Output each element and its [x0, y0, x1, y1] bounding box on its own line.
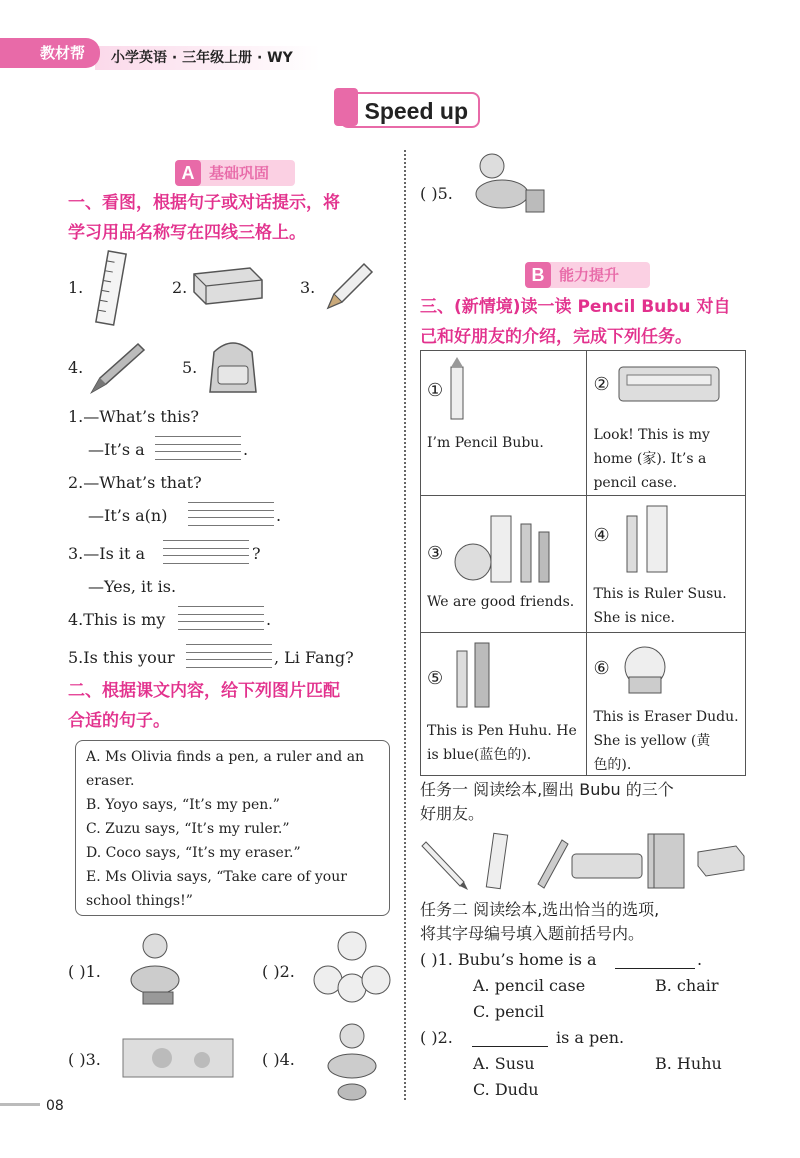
- octopus-crab-icon: [318, 1018, 384, 1102]
- pencil-character-icon: [443, 357, 473, 427]
- item-1-a: —It’s a: [88, 440, 145, 459]
- story-cell-3: [421, 496, 587, 633]
- eraser-character-icon: [617, 643, 677, 699]
- t2-q1-opt-a[interactable]: A. pencil case: [473, 976, 586, 995]
- item-4-end: .: [266, 610, 272, 629]
- item-text: —What’s that?: [83, 473, 202, 492]
- cell-line: This is Eraser Dudu.: [593, 709, 739, 725]
- task1: [420, 778, 674, 826]
- cell-line: We are good friends.: [427, 594, 575, 610]
- cell-line: She is nice.: [593, 610, 675, 626]
- story-cell-6: [587, 633, 746, 776]
- t2-q2-end: is a pen.: [556, 1028, 625, 1047]
- pencil-case-icon[interactable]: [572, 854, 642, 878]
- ruler-character-icon: [617, 502, 677, 578]
- item-num: 1.: [68, 407, 84, 426]
- story-table: [420, 350, 746, 776]
- cell-line: 色的).: [593, 757, 632, 773]
- q2-title-line1: 二、根据课文内容，给下列图片匹配: [68, 681, 340, 701]
- t2-q1: ( )1. Bubu’s home is a: [420, 950, 597, 969]
- q1-title-line1: 一、看图，根据句子或对话提示，将: [68, 193, 340, 213]
- cell-line: This is Ruler Susu.: [593, 586, 727, 602]
- item-1-end: .: [243, 440, 249, 459]
- story-cell-5: [421, 633, 587, 776]
- t2-q2: ( )2.: [420, 1028, 453, 1047]
- option-a-2: eraser.: [86, 773, 135, 789]
- story-cell-2: [587, 351, 746, 496]
- task2-line2: 将其字母编号填入题前括号内。: [420, 924, 645, 943]
- story-cell-1: [421, 351, 587, 496]
- book-icon[interactable]: [648, 834, 684, 888]
- pic-num-5: 5.: [182, 358, 198, 377]
- option-a-1: A. Ms Olivia finds a pen, a ruler and an: [86, 749, 365, 765]
- item-2-end: .: [276, 506, 282, 525]
- match-2[interactable]: ( )2.: [262, 962, 295, 981]
- item-num: 2.: [68, 473, 84, 492]
- match-3[interactable]: ( )3.: [68, 1050, 101, 1069]
- pencil-icon: [318, 258, 378, 318]
- item-num: 3.: [68, 544, 84, 563]
- t2-q1-opt-b[interactable]: B. chair: [655, 976, 719, 995]
- cell-line: This is Pen Huhu. He: [427, 723, 577, 739]
- octopus-eraser-icon: [125, 928, 185, 1008]
- pic-num-3: 3.: [300, 278, 316, 297]
- match-4[interactable]: ( )4.: [262, 1050, 295, 1069]
- cell-line: pencil case.: [593, 475, 678, 491]
- cell-num: ③: [427, 543, 444, 564]
- write-lines-2[interactable]: [188, 502, 274, 526]
- option-e-1: E. Ms Olivia says, “Take care of your: [86, 869, 347, 885]
- section-b-title: 能力提升: [559, 266, 620, 284]
- item-3-end: ?: [252, 544, 261, 563]
- cell-num: ①: [427, 380, 444, 401]
- item-4-q: [68, 610, 165, 630]
- task1-line2: 好朋友。: [420, 804, 485, 823]
- pic-num-2: 2.: [172, 278, 188, 297]
- octopus-circles-icon: [312, 928, 392, 1008]
- item-3-a: —Yes, it is.: [88, 577, 177, 596]
- cell-line: Look! This is my: [593, 427, 710, 443]
- write-lines-1[interactable]: [155, 436, 241, 460]
- write-lines-4[interactable]: [178, 606, 264, 630]
- item-num: 5.: [68, 648, 84, 667]
- t2-q2-opt-c[interactable]: C. Dudu: [473, 1080, 539, 1099]
- q3-title-line2: 己和好朋友的介绍，完成下列任务。: [420, 327, 692, 347]
- pen-icon[interactable]: [538, 840, 568, 888]
- pic-num-1: 1.: [68, 278, 84, 297]
- item-text: —What’s this?: [83, 407, 200, 426]
- ruler-icon: [88, 248, 134, 328]
- column-divider: [404, 150, 406, 1100]
- cell-line: I’m Pencil Bubu.: [427, 435, 544, 451]
- cell-lines: [427, 719, 577, 767]
- t2-q2-opt-b[interactable]: B. Huhu: [655, 1054, 722, 1073]
- option-d: D. Coco says, “It’s my eraser.”: [86, 845, 301, 861]
- cell-lines: [593, 582, 726, 630]
- section-a-title: 基础巩固: [209, 164, 270, 182]
- q1-title-line2: 学习用品名称写在四线三格上。: [68, 223, 306, 243]
- q2-title-line2: 合适的句子。: [68, 711, 170, 731]
- item-3-q: [68, 544, 145, 564]
- item-5-end: , Li Fang?: [274, 648, 354, 667]
- eraser-icon[interactable]: [698, 846, 744, 876]
- cell-num: ④: [593, 525, 610, 546]
- octopus-scene-icon: [122, 1038, 234, 1078]
- item-text: —Is it a: [83, 544, 146, 563]
- q3-title-line1: 三、(新情境)读一读 Pencil Bubu 对自: [420, 297, 731, 317]
- cell-num: ②: [593, 374, 610, 395]
- friends-group-icon: [449, 510, 559, 590]
- write-lines-3[interactable]: [163, 540, 249, 564]
- story-cell-4: [587, 496, 746, 633]
- cell-num: ⑥: [593, 658, 610, 679]
- bag-icon: [200, 332, 266, 398]
- section-b-letter: B: [525, 262, 551, 288]
- pencil-case-icon: [617, 357, 727, 407]
- item-num: 4.: [68, 610, 84, 629]
- cell-num: ⑤: [427, 668, 444, 689]
- match-1[interactable]: ( )1.: [68, 962, 101, 981]
- footer-line: [0, 1103, 40, 1106]
- eraser-icon: [188, 262, 268, 310]
- page-number: 08: [46, 1098, 64, 1114]
- task1-line1: 任务一 阅读绘本,圈出 Bubu 的三个: [420, 780, 674, 799]
- item-1-q: [68, 407, 199, 427]
- header-book-title: 小学英语 · 三年级上册 · WY: [95, 46, 320, 70]
- match-5[interactable]: ( )5.: [420, 184, 453, 203]
- item-5-q: [68, 648, 175, 668]
- write-lines-5[interactable]: [186, 644, 272, 668]
- pen-character-icon: [449, 639, 499, 713]
- t2-q2-opt-a[interactable]: A. Susu: [473, 1054, 535, 1073]
- item-text: Is this your: [83, 648, 175, 667]
- octopus-pencilcase-icon: [470, 150, 550, 220]
- pencil-icon[interactable]: [422, 842, 468, 890]
- t2-q1-opt-c[interactable]: C. pencil: [473, 1002, 545, 1021]
- cell-line: She is yellow (黄: [593, 733, 711, 749]
- item-text: This is my: [83, 610, 166, 629]
- page-title: Speed up: [340, 92, 480, 128]
- pic-num-4: 4.: [68, 358, 84, 377]
- task1-items: [420, 830, 750, 892]
- cell-lines: [593, 705, 738, 777]
- pen-icon: [86, 338, 150, 398]
- header-tag: 教材帮: [0, 38, 100, 68]
- cell-line: is blue(蓝色的).: [427, 747, 532, 763]
- item-2-q: [68, 473, 202, 493]
- cell-lines: [593, 423, 709, 495]
- options-box: [75, 740, 390, 916]
- ruler-icon[interactable]: [486, 833, 507, 888]
- t2-q2-blank[interactable]: [472, 1028, 548, 1047]
- t2-q1-blank[interactable]: [615, 950, 695, 969]
- cell-line: home (家). It’s a: [593, 451, 707, 467]
- task2-line1: 任务二 阅读绘本,选出恰当的选项,: [420, 900, 660, 919]
- option-e-2: school things!”: [86, 893, 193, 909]
- option-c: C. Zuzu says, “It’s my ruler.”: [86, 821, 290, 837]
- t2-q1-dot: .: [697, 950, 703, 969]
- task2: [420, 898, 659, 946]
- option-b: B. Yoyo says, “It’s my pen.”: [86, 797, 280, 813]
- section-a-letter: A: [175, 160, 201, 186]
- item-2-a: —It’s a(n): [88, 506, 168, 525]
